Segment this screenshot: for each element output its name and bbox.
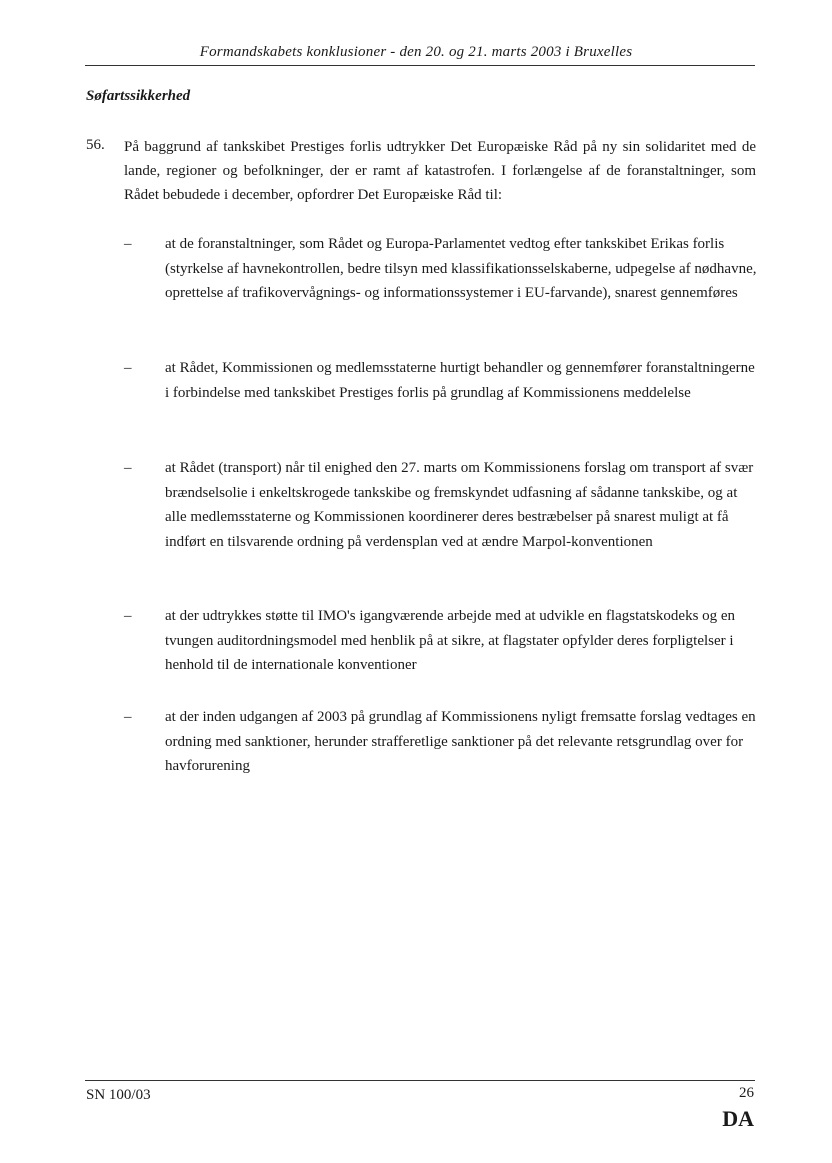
dash-marker: – — [124, 460, 132, 476]
bullet-text: at der udtrykkes støtte til IMO's igangværende arbejde med at udvikle en flagstatskodeks og en tvungen auditordningsmodel med henblik på at sikre, at flagstater opfylder deres forpligtelser i henhold til de internationale konventioner — [165, 608, 736, 673]
paragraph-number: 56. — [86, 137, 105, 153]
bullet-text: at der inden udgangen af 2003 på grundlag af Kommissionens nyligt fremsatte forslag vedtages en ordning med sanktioner, herunder strafferetlige sanktioner på det relevante retsgrundlag over for havforurening — [165, 709, 756, 774]
bullet-text: at Rådet (transport) når til enighed den 27. marts om Kommissionens forslag om transport af svær brændselsolie i enkeltskrogede tankskibe og fremskyndet udfasning af sådanne tankskibe, og at alle medlemsstaterne og Kommissionen koordinerer deres bestræbelser på snarest muligt at få indført en tilsvarende ordning på verdensplan ved at ændre Marpol-konventionen — [165, 460, 754, 550]
running-header: Formandskabets konklusioner - den 20. og 21. marts 2003 i Bruxelles — [199, 44, 633, 60]
document-reference: SN 100/03 — [86, 1087, 151, 1103]
header-divider — [85, 65, 755, 66]
language-code: DA — [722, 1106, 754, 1131]
paragraph-text: På baggrund af tankskibet Prestiges forlis udtrykker Det Europæiske Råd på ny sin solidaritet med de lande, regioner og befolkninger, der er ramt af katastrofen. I forlængelse af de foranstaltninger, som Rådet bebudede i december, opfordrer Det Europæiske Råd til: — [124, 139, 756, 203]
footer-divider — [85, 1080, 755, 1081]
dash-marker: – — [124, 608, 132, 624]
section-heading: Søfartssikkerhed — [86, 88, 191, 104]
dash-marker: – — [124, 360, 132, 376]
bullet-text: at Rådet, Kommissionen og medlemsstaterne hurtigt behandler og gennemfører foranstaltningerne i forbindelse med tankskibet Prestiges forlis på grundlag af Kommissionens meddelelse — [165, 360, 755, 401]
dash-marker: – — [124, 236, 132, 252]
bullet-text: at de foranstaltninger, som Rådet og Europa-Parlamentet vedtog efter tankskibet Erikas forlis (styrkelse af havnekontrollen, bedre tilsyn med klassifikationsselskaberne, udpegelse af nødhavne, oprettelse af trafikovervågnings- og informationssystemer i EU-farvande), snarest gennemføres — [165, 236, 757, 301]
dash-marker: – — [124, 709, 132, 725]
page-number: 26 — [739, 1085, 754, 1101]
